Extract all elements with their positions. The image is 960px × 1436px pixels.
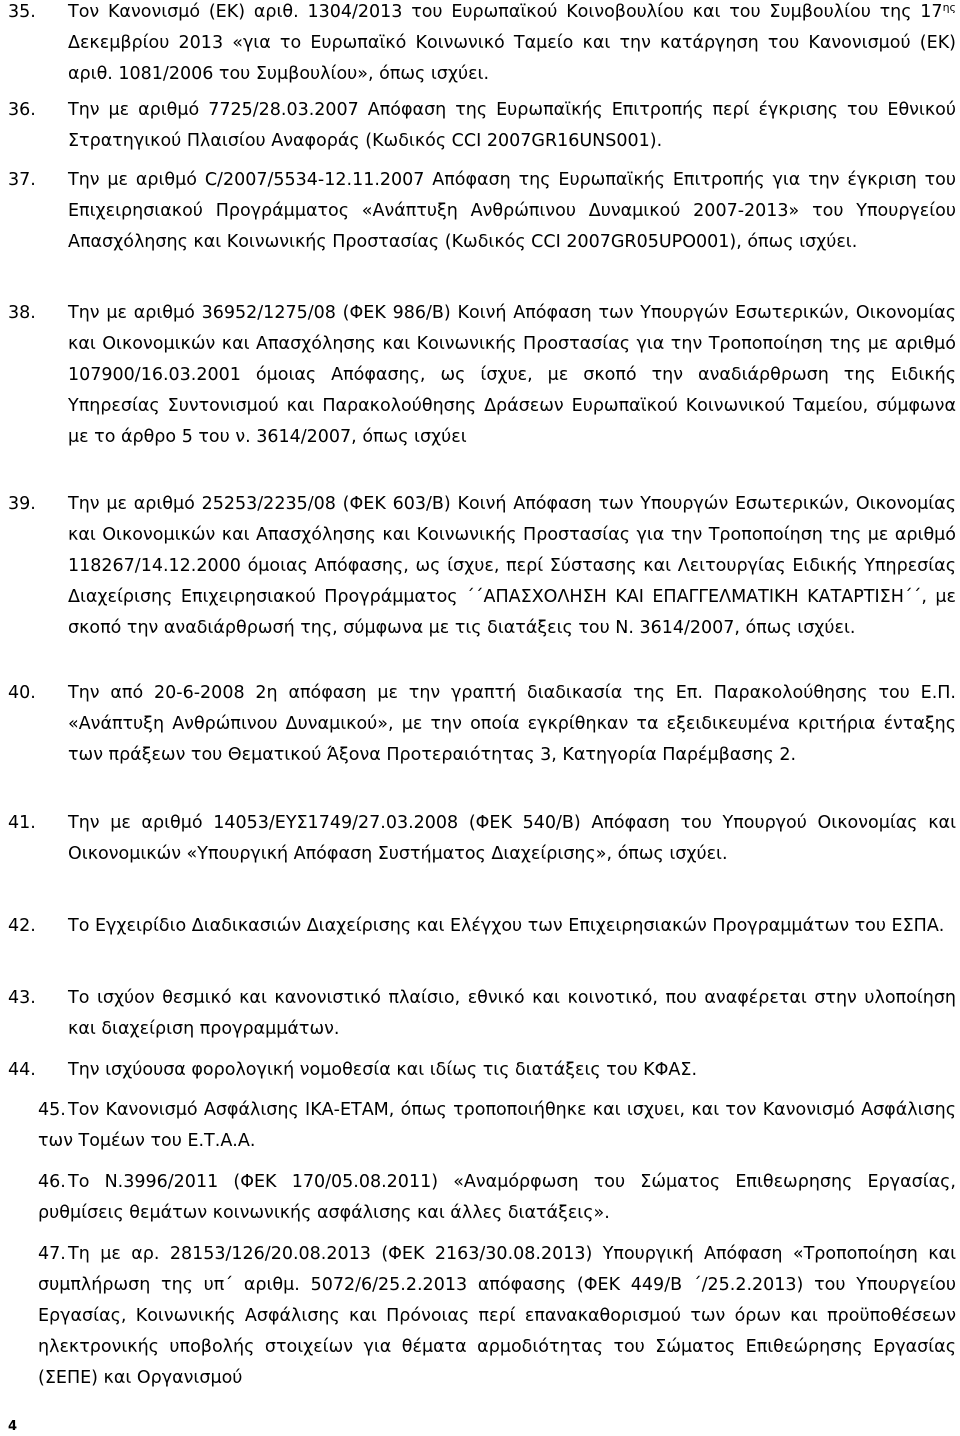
list-item-38	[8, 298, 956, 453]
item-text: Την από 20-6-2008 2η απόφαση με την γραπτή διαδικασία της Επ. Παρακολούθησης του Ε.Π. «Ανάπτυξη Ανθρώπινου Δυναμικού», με την οποία εγκρίθηκαν τα εξειδικευμένα κριτήρια ένταξης των πράξεων του Θεματικού Άξονα Προτεραιότητας 3, Κατηγορία Παρέμβασης 2.	[68, 683, 956, 765]
item-text: Την με αριθμό 14053/ΕΥΣ1749/27.03.2008 (ΦΕΚ 540/Β) Απόφαση του Υπουργού Οικονομίας και Οικονομικών «Υπουργική Απόφαση Συστήματος Διαχείρισης», όπως ισχύει.	[68, 813, 956, 864]
item-number: 47.	[38, 1244, 66, 1264]
item-text: Την με αριθμό C/2007/5534-12.11.2007 Απόφαση της Ευρωπαϊκής Επιτροπής για την έγκριση του Επιχειρησιακού Προγράμματος «Ανάπτυξη Ανθρώπινου Δυναμικού 2007-2013» του Υπουργείου Απασχόλησης και Κοινωνικής Προστασίας (Κωδικός CCI 2007GR05UPO001), όπως ισχύει.	[68, 170, 956, 252]
list-item-41	[8, 808, 956, 870]
list-item-36	[8, 95, 956, 157]
item-number: 45.	[38, 1100, 66, 1120]
list-item-44	[8, 1055, 956, 1086]
item-text: Την ισχύουσα φορολογική νομοθεσία και ιδίως τις διατάξεις του ΚΦΑΣ.	[68, 1060, 698, 1080]
list-item-47	[38, 1239, 956, 1394]
list-item-35	[8, 0, 956, 90]
item-text: Τον Κανονισμό (ΕΚ) αριθ. 1304/2013 του Ευρωπαϊκού Κοινοβουλίου και του Συμβουλίου της 17	[68, 2, 943, 22]
item-text: Την με αριθμό 25253/2235/08 (ΦΕΚ 603/Β) Κοινή Απόφαση των Υπουργών Εσωτερικών, Οικονομίας και Οικονομικών και Απασχόλησης και Κοινωνικής Προστασίας για την Τροποποίηση της με αριθμό 118267/14.12.2000 όμοιας Απόφασης, ως ίσχυε, περί Σύστασης και Λειτουργίας Ειδικής Υπηρεσίας Διαχείρισης Επιχειρησιακού Προγράμματος ΄΄ΑΠΑΣΧΟΛΗΣΗ ΚΑΙ ΕΠΑΓΓΕΛΜΑΤΙΚΗ ΚΑΤΑΡΤΙΣΗ΄΄, με σκοπό την αναδιάρθρωσή της, σύμφωνα με τις διατάξεις του Ν. 3614/2007, όπως ισχύει.	[68, 494, 956, 638]
item-text: Τον Κανονισμό Ασφάλισης ΙΚΑ-ΕΤΑΜ, όπως τροποποιήθηκε και ισχυει, και τον Κανονισμό Ασφάλισης των Τομέων του Ε.Τ.Α.Α.	[38, 1100, 956, 1151]
item-text: Την με αριθμό 36952/1275/08 (ΦΕΚ 986/Β) Κοινή Απόφαση των Υπουργών Εσωτερικών, Οικονομίας και Οικονομικών και Απασχόλησης και Κοινωνικής Προστασίας για την Τροποποίηση της με αριθμό 107900/16.03.2001 όμοιας Απόφασης, ως ίσχυε, με σκοπό την αναδιάρθρωση της Ειδικής Υπηρεσίας Συντονισμού και Παρακολούθησης Δράσεων Ευρωπαϊκού Κοινωνικού Ταμείου, σύμφωνα με το άρθρο 5 του ν. 3614/2007, όπως ισχύει	[68, 303, 956, 447]
list-item-39	[8, 489, 956, 644]
item-number: 36.	[8, 100, 36, 120]
list-item-40	[8, 678, 956, 771]
list-item-42	[8, 911, 956, 942]
list-item-45	[38, 1095, 956, 1157]
page-number: 4	[8, 1419, 18, 1434]
item-number: 39.	[8, 494, 36, 514]
item-number: 35.	[8, 2, 36, 22]
list-item-46	[38, 1167, 956, 1229]
item-text: Την με αριθμό 7725/28.03.2007 Απόφαση της Ευρωπαϊκής Επιτροπής περί έγκρισης του Εθνικού Στρατηγικού Πλαισίου Αναφοράς (Κωδικός CCI 2007GR16UNS001).	[68, 100, 956, 151]
list-item-37	[8, 165, 956, 258]
item-text: Το Εγχειρίδιο Διαδικασιών Διαχείρισης και Ελέγχου των Επιχειρησιακών Προγραμμάτων του ΕΣΠΑ.	[68, 916, 945, 936]
item-number: 38.	[8, 303, 36, 323]
item-text: Τη με αρ. 28153/126/20.08.2013 (ΦΕΚ 2163/30.08.2013) Υπουργική Απόφαση «Τροποποίηση και συμπλήρωση της υπ΄ αριθμ. 5072/6/25.2.2013 απόφασης (ΦΕΚ 449/Β ΄/25.2.2013) του Υπουργείου Εργασίας, Κοινωνικής Ασφάλισης και Πρόνοιας περί επανακαθορισμού των όρων και προϋποθέσεων ηλεκτρονικής υποβολής στοιχείων για θέματα αρμοδιότητας του Σώματος Επιθεώρησης Εργασίας (ΣΕΠΕ) και Οργανισμού	[38, 1244, 956, 1388]
item-number: 41.	[8, 813, 36, 833]
item-number: 37.	[8, 170, 36, 190]
list-item-43	[8, 983, 956, 1045]
item-number: 43.	[8, 988, 36, 1008]
item-number: 40.	[8, 683, 36, 703]
item-number: 42.	[8, 916, 36, 936]
item-number: 44.	[8, 1060, 36, 1080]
item-text: Το ισχύον θεσμικό και κανονιστικό πλαίσιο, εθνικό και κοινοτικό, που αναφέρεται στην υλοποίηση και διαχείριση προγραμμάτων.	[68, 988, 956, 1039]
item-number: 46.	[38, 1172, 66, 1192]
item-text: Το Ν.3996/2011 (ΦΕΚ 170/05.08.2011) «Αναμόρφωση του Σώματος Επιθεωρησης Εργασίας, ρυθμίσεις θεμάτων κοινωνικής ασφάλισης και άλλες διατάξεις».	[38, 1172, 956, 1223]
superscript-ordinal: ης	[942, 1, 956, 14]
item-text-continued: Δεκεμβρίου 2013 «για το Ευρωπαϊκό Κοινωνικό Ταμείο και την κατάργηση του Κανονισμού (ΕΚ) αριθ. 1081/2006 του Συμβουλίου», όπως ισχύει.	[68, 33, 956, 84]
